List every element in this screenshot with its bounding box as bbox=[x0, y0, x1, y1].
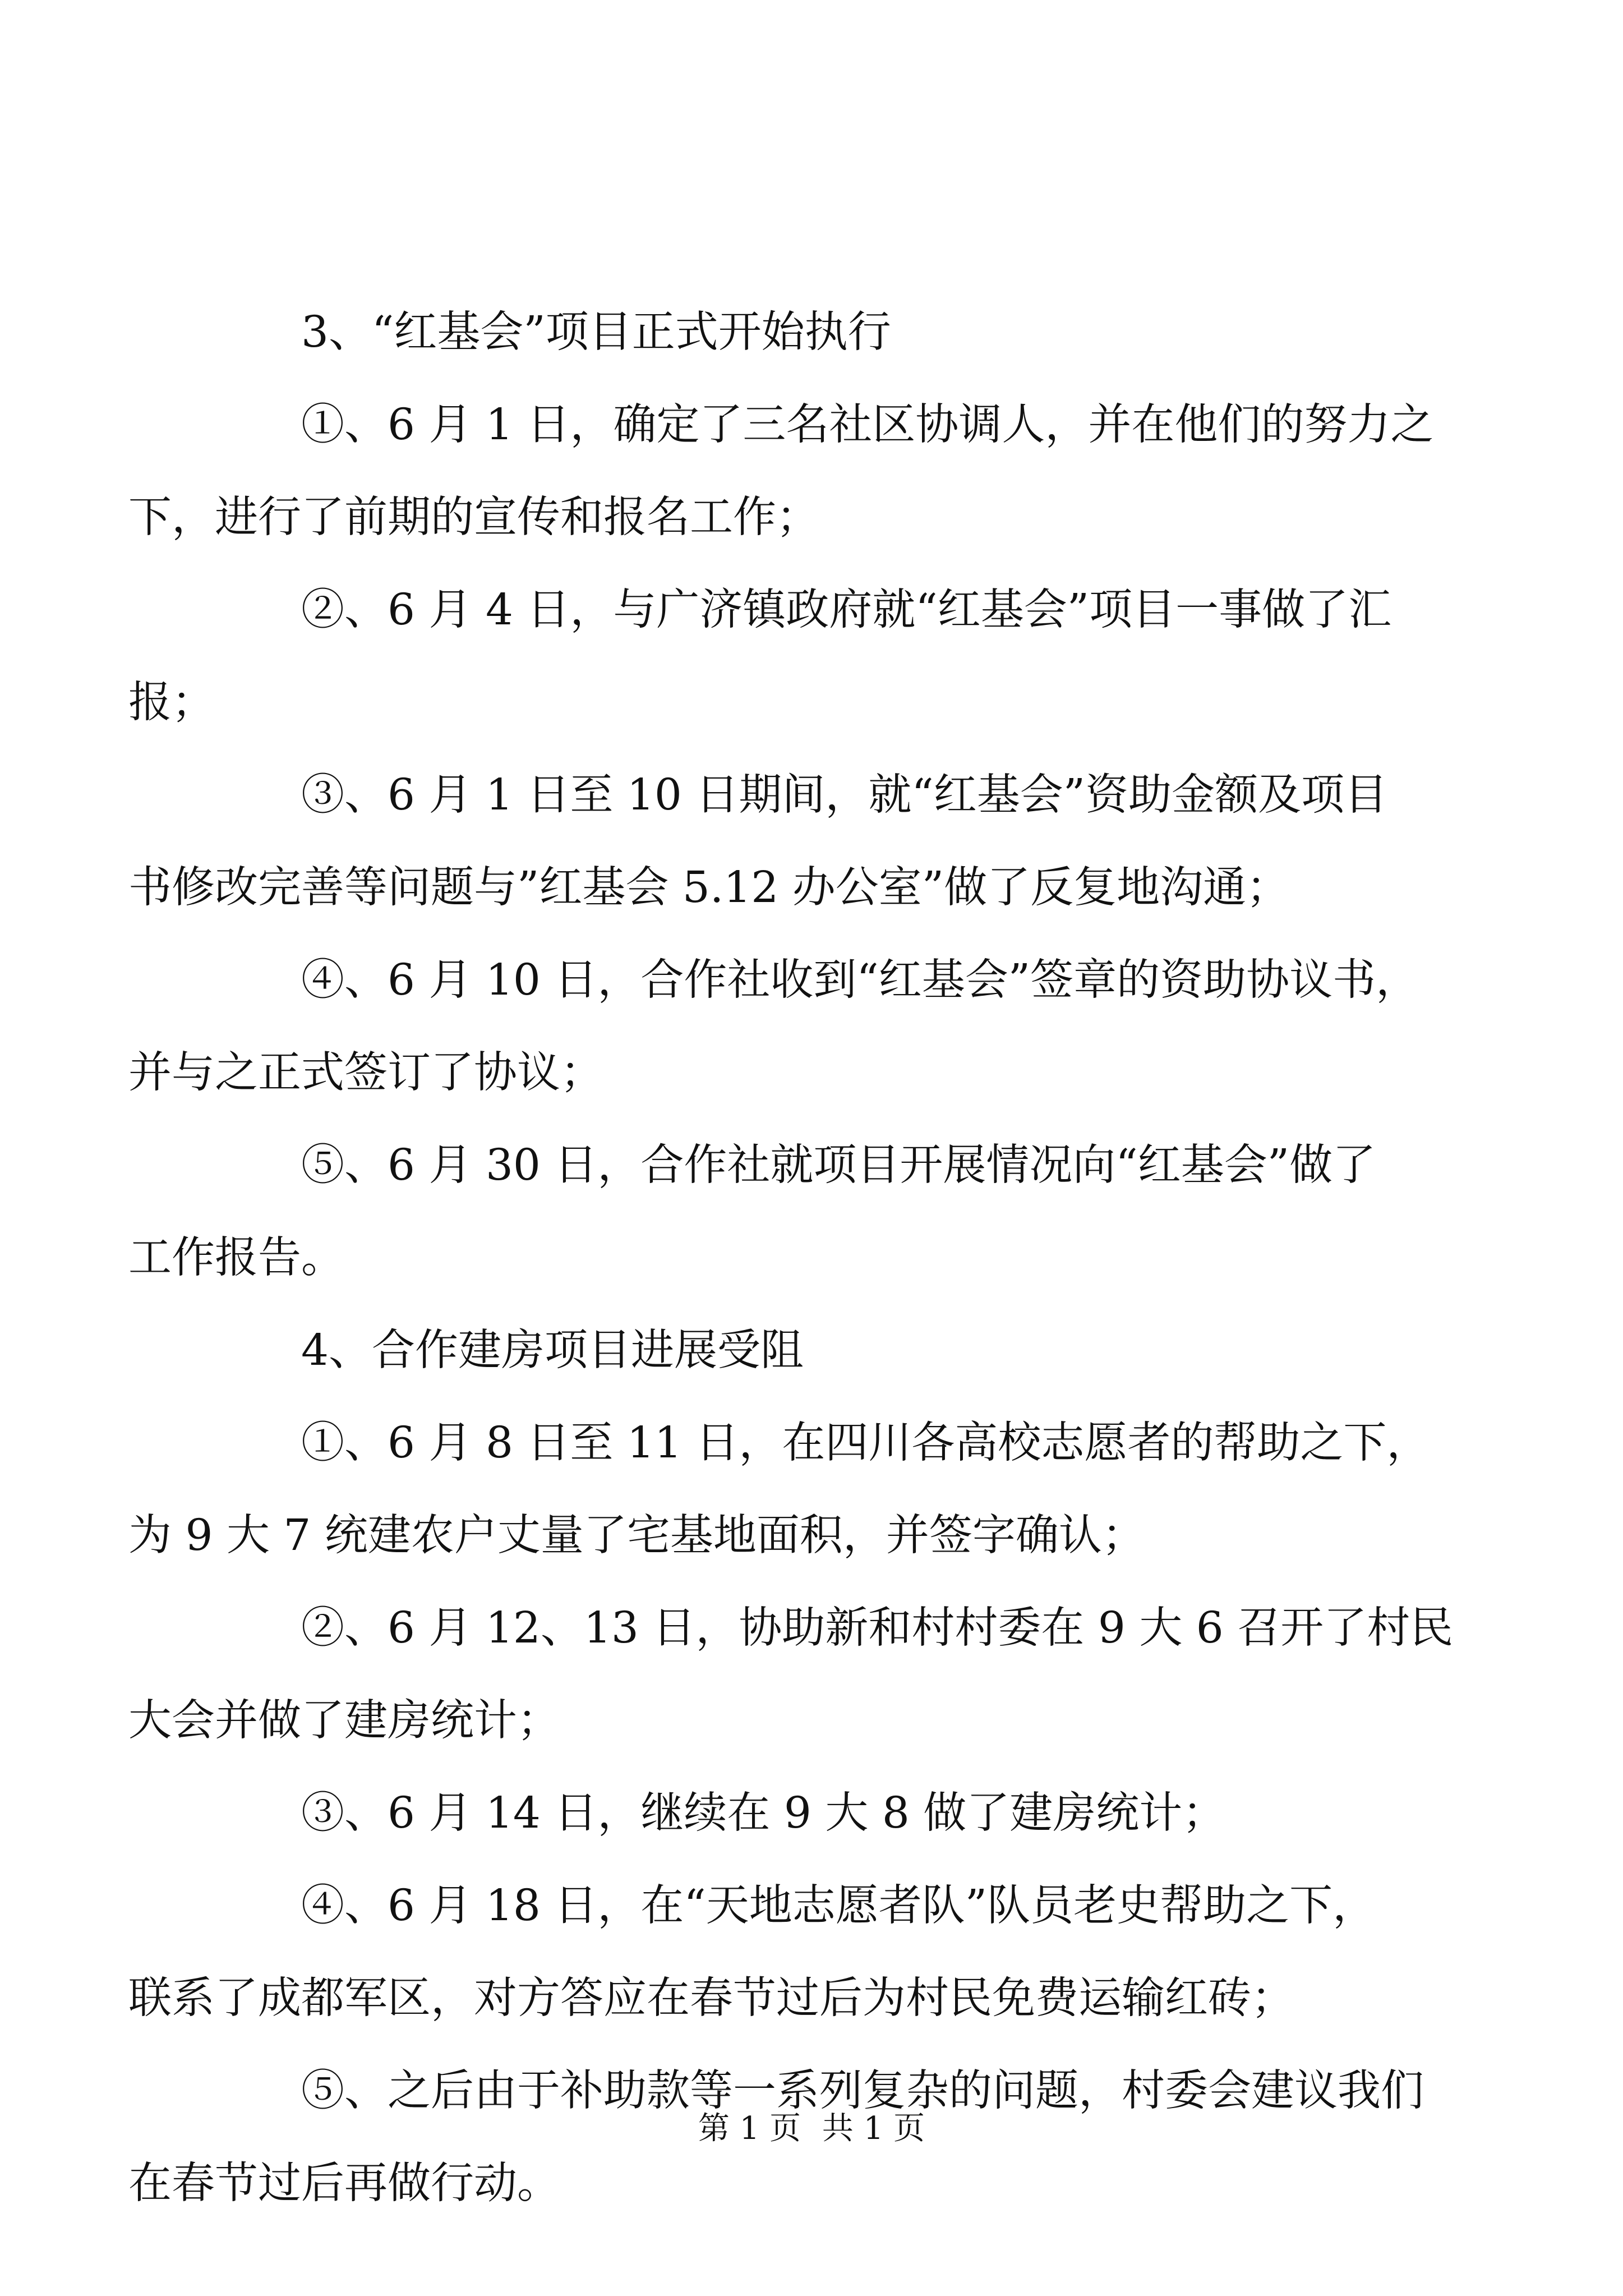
paragraph bbox=[215, 1304, 1409, 1397]
paragraph-line: 并与之正式签订了协议； bbox=[128, 1048, 603, 1098]
paragraph-line: 为 9 大 7 统建农户丈量了宅基地面积，并签字确认； bbox=[128, 1511, 1145, 1561]
paragraph-line: ①、6 月 1 日，确定了三名社区协调人，并在他们的努力之 bbox=[301, 400, 1434, 450]
paragraph-line: 4、合作建房项目进展受阻 bbox=[301, 1326, 804, 1375]
paragraph-line: 工作报告。 bbox=[128, 1233, 344, 1283]
paragraph-line: ③、6 月 14 日，继续在 9 大 8 做了建房统计； bbox=[301, 1788, 1226, 1838]
paragraph bbox=[128, 934, 1419, 1119]
paragraph-line: 报； bbox=[128, 678, 215, 728]
paragraph bbox=[128, 1119, 1409, 1304]
paragraph bbox=[128, 1397, 1430, 1582]
paragraph bbox=[128, 379, 1434, 564]
document-body bbox=[128, 286, 1454, 2230]
page-footer bbox=[0, 2109, 1623, 2148]
paragraph-line: 大会并做了建房统计； bbox=[128, 1696, 560, 1746]
paragraph-line: 下，进行了前期的宣传和报名工作； bbox=[128, 493, 819, 542]
paragraph bbox=[128, 564, 1409, 749]
paragraph-line: 联系了成都军区，对方答应在春节过后为村民免费运输红砖； bbox=[128, 1973, 1294, 2023]
paragraph bbox=[215, 1767, 1409, 1860]
page-total: 共 1 页 bbox=[822, 2110, 925, 2147]
paragraph-line: ⑤、之后由于补助款等一系列复杂的问题，村委会建议我们 bbox=[301, 2066, 1424, 2116]
paragraph bbox=[128, 749, 1409, 934]
paragraph-line: 在春节过后再做行动。 bbox=[128, 2159, 560, 2208]
paragraph-line: ③、6 月 1 日至 10 日期间，就“红基会”资助金额及项目 bbox=[301, 770, 1388, 820]
paragraph-line: ②、6 月 12、13 日，协助新和村村委在 9 大 6 召开了村民 bbox=[301, 1603, 1454, 1653]
paragraph-line: ⑤、6 月 30 日，合作社就项目开展情况向“红基会”做了 bbox=[301, 1140, 1376, 1190]
paragraph-line: ②、6 月 4 日，与广济镇政府就“红基会”项目一事做了汇 bbox=[301, 585, 1392, 635]
paragraph-line: ④、6 月 10 日，合作社收到“红基会”签章的资助协议书， bbox=[301, 955, 1419, 1005]
paragraph-line: 3、“红基会”项目正式开始执行 bbox=[301, 307, 891, 357]
paragraph bbox=[128, 1860, 1409, 2045]
paragraph-line: ④、6 月 18 日，在“天地志愿者队”队员老史帮助之下， bbox=[301, 1881, 1376, 1931]
paragraph-line: ①、6 月 8 日至 11 日，在四川各高校志愿者的帮助之下， bbox=[301, 1418, 1430, 1468]
paragraph bbox=[215, 286, 1409, 379]
paragraph bbox=[128, 1582, 1454, 1767]
page-number: 第 1 页 bbox=[698, 2110, 801, 2147]
paragraph-line: 书修改完善等问题与”红基会 5.12 办公室”做了反复地沟通； bbox=[128, 863, 1290, 913]
